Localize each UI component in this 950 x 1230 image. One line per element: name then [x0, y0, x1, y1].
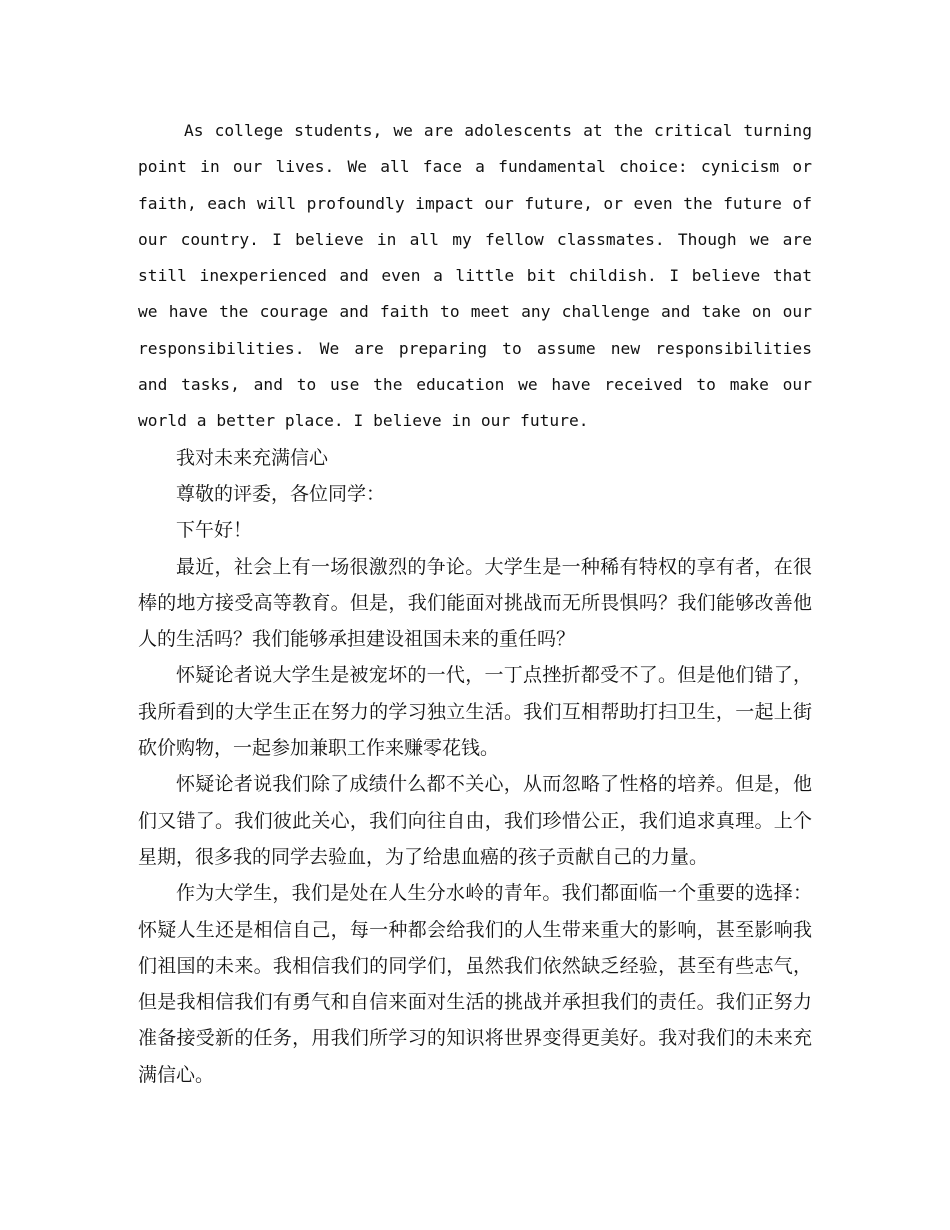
body-paragraph: 最近，社会上有一场很激烈的争论。大学生是一种稀有特权的享有者，在很棒的地方接受高等教育。但是，我们能面对挑战而无所畏惧吗？我们能够改善他人的生活吗？我们能够承担建设祖国未来的重任吗？: [138, 555, 812, 651]
document-body: [138, 113, 812, 1093]
body-paragraph: 怀疑论者说大学生是被宠坏的一代，一丁点挫折都受不了。但是他们错了，我所看到的大学生正在努力的学习独立生活。我们互相帮助打扫卫生，一起上街砍价购物，一起参加兼职工作来赚零花钱。: [138, 664, 812, 760]
greeting: 下午好！: [176, 519, 253, 542]
english-paragraph: As college students, we are adolescents at the critical turning point in our lives. We all face a fundamental choice: cynicism or faith, each will profoundly impact our future, or even the future of our country. I believe in all my fellow classmates. Though we are still inexperienced and even a little bit childish. I believe that we have the courage and faith to meet any challenge and take on our responsibilities. We are preparing to assume new responsibilities and tasks, and to use the education we have received to make our world a better place. I believe in our future.: [138, 121, 812, 431]
salutation: 尊敬的评委，各位同学：: [176, 482, 386, 505]
body-paragraph: 怀疑论者说我们除了成绩什么都不关心，从而忽略了性格的培养。但是，他们又错了。我们彼此关心，我们向往自由，我们珍惜公正，我们追求真理。上个星期，很多我的同学去验血，为了给患血癌的孩子贡献自己的力量。: [138, 773, 812, 868]
body-paragraph: 作为大学生，我们是处在人生分水岭的青年。我们都面临一个重要的选择：怀疑人生还是相信自己，每一种都会给我们的人生带来重大的影响，甚至影响我们祖国的未来。我相信我们的同学们，虽然我们依然缺乏经验，甚至有些志气，但是我相信我们有勇气和自信来面对生活的挑战并承担我们的责任。我们正努力准备接受新的任务，用我们所学习的知识将世界变得更美好。我对我们的未来充满信心。: [138, 882, 812, 1086]
speech-title: 我对未来充满信心: [176, 446, 329, 469]
